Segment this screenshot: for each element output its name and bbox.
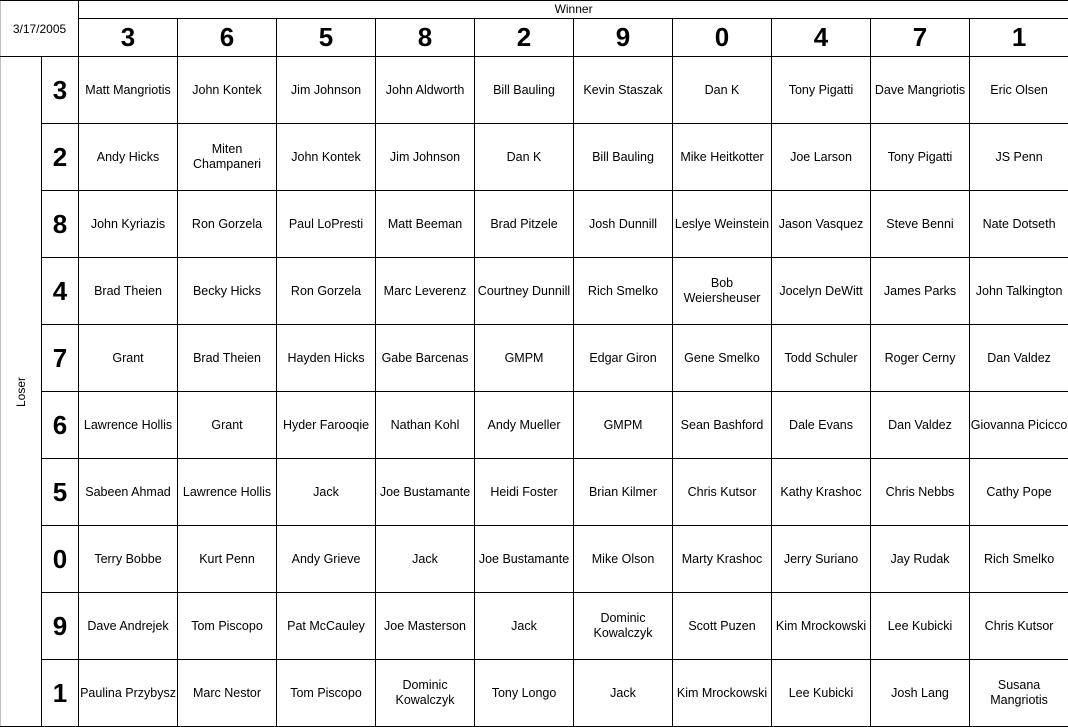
winner-digit-cell[interactable]: 2	[475, 19, 574, 57]
square-cell[interactable]: Paulina Przybysz	[79, 660, 178, 727]
square-cell[interactable]: Edgar Giron	[574, 325, 673, 392]
square-cell[interactable]: Grant	[178, 392, 277, 459]
square-cell[interactable]: Gene Smelko	[673, 325, 772, 392]
square-cell[interactable]: Dan K	[475, 124, 574, 191]
square-cell[interactable]: Tony Pigatti	[871, 124, 970, 191]
square-cell[interactable]: Roger Cerny	[871, 325, 970, 392]
loser-digit-cell[interactable]: 4	[42, 258, 79, 325]
winner-digit-cell[interactable]: 4	[772, 19, 871, 57]
square-cell[interactable]: Joe Bustamante	[475, 526, 574, 593]
square-cell[interactable]: Dale Evans	[772, 392, 871, 459]
square-cell[interactable]: Dan Valdez	[871, 392, 970, 459]
square-cell[interactable]: Lawrence Hollis	[79, 392, 178, 459]
square-cell[interactable]: Chris Kutsor	[673, 459, 772, 526]
loser-label: Loser	[14, 376, 28, 406]
winner-digit-cell[interactable]: 6	[178, 19, 277, 57]
square-cell[interactable]: Sabeen Ahmad	[79, 459, 178, 526]
square-cell[interactable]: Rich Smelko	[574, 258, 673, 325]
square-cell[interactable]: Marc Leverenz	[376, 258, 475, 325]
square-cell[interactable]: Ron Gorzela	[178, 191, 277, 258]
grid-row	[1, 660, 1068, 727]
square-cell[interactable]: Grant	[79, 325, 178, 392]
square-cell[interactable]: GMPM	[574, 392, 673, 459]
square-cell[interactable]: Gabe Barcenas	[376, 325, 475, 392]
square-cell[interactable]: Dominic Kowalczyk	[574, 593, 673, 660]
square-cell[interactable]: Jack	[475, 593, 574, 660]
square-cell[interactable]: Jack	[376, 526, 475, 593]
loser-digit-cell[interactable]: 3	[42, 57, 79, 124]
square-cell[interactable]: Courtney Dunnill	[475, 258, 574, 325]
square-cell[interactable]: Kim Mrockowski	[772, 593, 871, 660]
loser-digit-cell[interactable]: 0	[42, 526, 79, 593]
square-cell[interactable]: James Parks	[871, 258, 970, 325]
square-cell[interactable]: Jim Johnson	[376, 124, 475, 191]
square-cell[interactable]: Sean Bashford	[673, 392, 772, 459]
loser-digit-cell[interactable]: 2	[42, 124, 79, 191]
square-cell[interactable]: Tony Pigatti	[772, 57, 871, 124]
square-cell[interactable]: John Aldworth	[376, 57, 475, 124]
square-cell[interactable]: Marc Nestor	[178, 660, 277, 727]
square-cell[interactable]: Joe Larson	[772, 124, 871, 191]
square-cell[interactable]: Bill Bauling	[574, 124, 673, 191]
loser-digit-cell[interactable]: 8	[42, 191, 79, 258]
grid-row	[1, 593, 1068, 660]
square-cell[interactable]: Dan K	[673, 57, 772, 124]
square-cell[interactable]: Bill Bauling	[475, 57, 574, 124]
square-cell[interactable]: Kathy Krashoc	[772, 459, 871, 526]
square-cell[interactable]: Josh Dunnill	[574, 191, 673, 258]
square-cell[interactable]: Marty Krashoc	[673, 526, 772, 593]
square-cell[interactable]: Brad Theien	[79, 258, 178, 325]
square-cell[interactable]: Brian Kilmer	[574, 459, 673, 526]
grid-row	[1, 325, 1068, 392]
square-cell[interactable]: Tom Piscopo	[178, 593, 277, 660]
square-cell[interactable]: GMPM	[475, 325, 574, 392]
square-cell[interactable]: Ron Gorzela	[277, 258, 376, 325]
square-cell[interactable]: Heidi Foster	[475, 459, 574, 526]
grid-row	[1, 392, 1068, 459]
square-cell[interactable]: Terry Bobbe	[79, 526, 178, 593]
grid-row	[1, 124, 1068, 191]
winner-digit-cell[interactable]: 3	[79, 19, 178, 57]
square-cell[interactable]: Cathy Pope	[970, 459, 1068, 526]
square-cell[interactable]: Josh Lang	[871, 660, 970, 727]
loser-digit-cell[interactable]: 1	[42, 660, 79, 727]
winner-digit-cell[interactable]: 8	[376, 19, 475, 57]
square-cell[interactable]: Jason Vasquez	[772, 191, 871, 258]
square-cell[interactable]: JS Penn	[970, 124, 1068, 191]
square-cell[interactable]: Becky Hicks	[178, 258, 277, 325]
loser-digit-cell[interactable]: 5	[42, 459, 79, 526]
square-cell[interactable]: Matt Beeman	[376, 191, 475, 258]
square-cell[interactable]: Hyder Farooqie	[277, 392, 376, 459]
loser-digit-cell[interactable]: 6	[42, 392, 79, 459]
square-cell[interactable]: Rich Smelko	[970, 526, 1068, 593]
square-cell[interactable]: Paul LoPresti	[277, 191, 376, 258]
square-cell[interactable]: Jack	[574, 660, 673, 727]
square-cell[interactable]: Lee Kubicki	[772, 660, 871, 727]
square-cell[interactable]: Hayden Hicks	[277, 325, 376, 392]
square-cell[interactable]: Scott Puzen	[673, 593, 772, 660]
winner-digit-row	[1, 19, 1068, 57]
square-cell[interactable]: Dan Valdez	[970, 325, 1068, 392]
square-cell[interactable]: Matt Mangriotis	[79, 57, 178, 124]
grid-row	[1, 258, 1068, 325]
square-cell[interactable]: Nate Dotseth	[970, 191, 1068, 258]
square-cell[interactable]: Tom Piscopo	[277, 660, 376, 727]
square-cell[interactable]: Jack	[277, 459, 376, 526]
square-cell[interactable]: John Kyriazis	[79, 191, 178, 258]
square-cell[interactable]: Kurt Penn	[178, 526, 277, 593]
square-cell[interactable]: Dave Mangriotis	[871, 57, 970, 124]
winner-header[interactable]: Winner	[79, 1, 1068, 19]
square-cell[interactable]: Nathan Kohl	[376, 392, 475, 459]
square-cell[interactable]: John Kontek	[178, 57, 277, 124]
square-cell[interactable]: John Kontek	[277, 124, 376, 191]
square-cell[interactable]: Andy Hicks	[79, 124, 178, 191]
square-cell[interactable]: Lawrence Hollis	[178, 459, 277, 526]
square-cell[interactable]: John Talkington	[970, 258, 1068, 325]
grid-row	[1, 526, 1068, 593]
square-cell[interactable]: Pat McCauley	[277, 593, 376, 660]
date-cell[interactable]: 3/17/2005	[1, 1, 79, 57]
square-cell[interactable]: Eric Olsen	[970, 57, 1068, 124]
square-cell[interactable]: Kim Mrockowski	[673, 660, 772, 727]
square-cell[interactable]: Andy Grieve	[277, 526, 376, 593]
square-cell[interactable]: Leslye Weinstein	[673, 191, 772, 258]
winner-digit-cell[interactable]: 0	[673, 19, 772, 57]
square-cell[interactable]: Steve Benni	[871, 191, 970, 258]
grid-row	[1, 459, 1068, 526]
square-cell[interactable]: Miten Champaneri	[178, 124, 277, 191]
square-cell[interactable]: Susana Mangriotis	[970, 660, 1068, 727]
loser-digit-cell[interactable]: 9	[42, 593, 79, 660]
square-cell[interactable]: Giovanna Picicco	[970, 392, 1068, 459]
square-cell[interactable]: Jerry Suriano	[772, 526, 871, 593]
square-cell[interactable]: Chris Nebbs	[871, 459, 970, 526]
grid-row	[1, 57, 1068, 124]
winner-digit-cell[interactable]: 7	[871, 19, 970, 57]
square-cell[interactable]: Bob Weiersheuser	[673, 258, 772, 325]
square-cell[interactable]: Andy Mueller	[475, 392, 574, 459]
square-cell[interactable]: Jim Johnson	[277, 57, 376, 124]
square-cell[interactable]: Brad Pitzele	[475, 191, 574, 258]
grid-row	[1, 191, 1068, 258]
square-cell[interactable]: Todd Schuler	[772, 325, 871, 392]
square-cell[interactable]: Chris Kutsor	[970, 593, 1068, 660]
winner-digit-cell[interactable]: 1	[970, 19, 1068, 57]
square-cell[interactable]: Joe Bustamante	[376, 459, 475, 526]
loser-header[interactable]	[1, 57, 42, 727]
square-cell[interactable]: Lee Kubicki	[871, 593, 970, 660]
square-cell[interactable]: Tony Longo	[475, 660, 574, 727]
winner-digit-cell[interactable]: 9	[574, 19, 673, 57]
square-cell[interactable]: Dave Andrejek	[79, 593, 178, 660]
square-cell[interactable]: Brad Theien	[178, 325, 277, 392]
square-cell[interactable]: Kevin Staszak	[574, 57, 673, 124]
loser-digit-cell[interactable]: 7	[42, 325, 79, 392]
square-cell[interactable]: Jocelyn DeWitt	[772, 258, 871, 325]
square-cell[interactable]: Joe Masterson	[376, 593, 475, 660]
square-cell[interactable]: Mike Heitkotter	[673, 124, 772, 191]
square-cell[interactable]: Jay Rudak	[871, 526, 970, 593]
winner-digit-cell[interactable]: 5	[277, 19, 376, 57]
square-cell[interactable]: Dominic Kowalczyk	[376, 660, 475, 727]
square-cell[interactable]: Mike Olson	[574, 526, 673, 593]
